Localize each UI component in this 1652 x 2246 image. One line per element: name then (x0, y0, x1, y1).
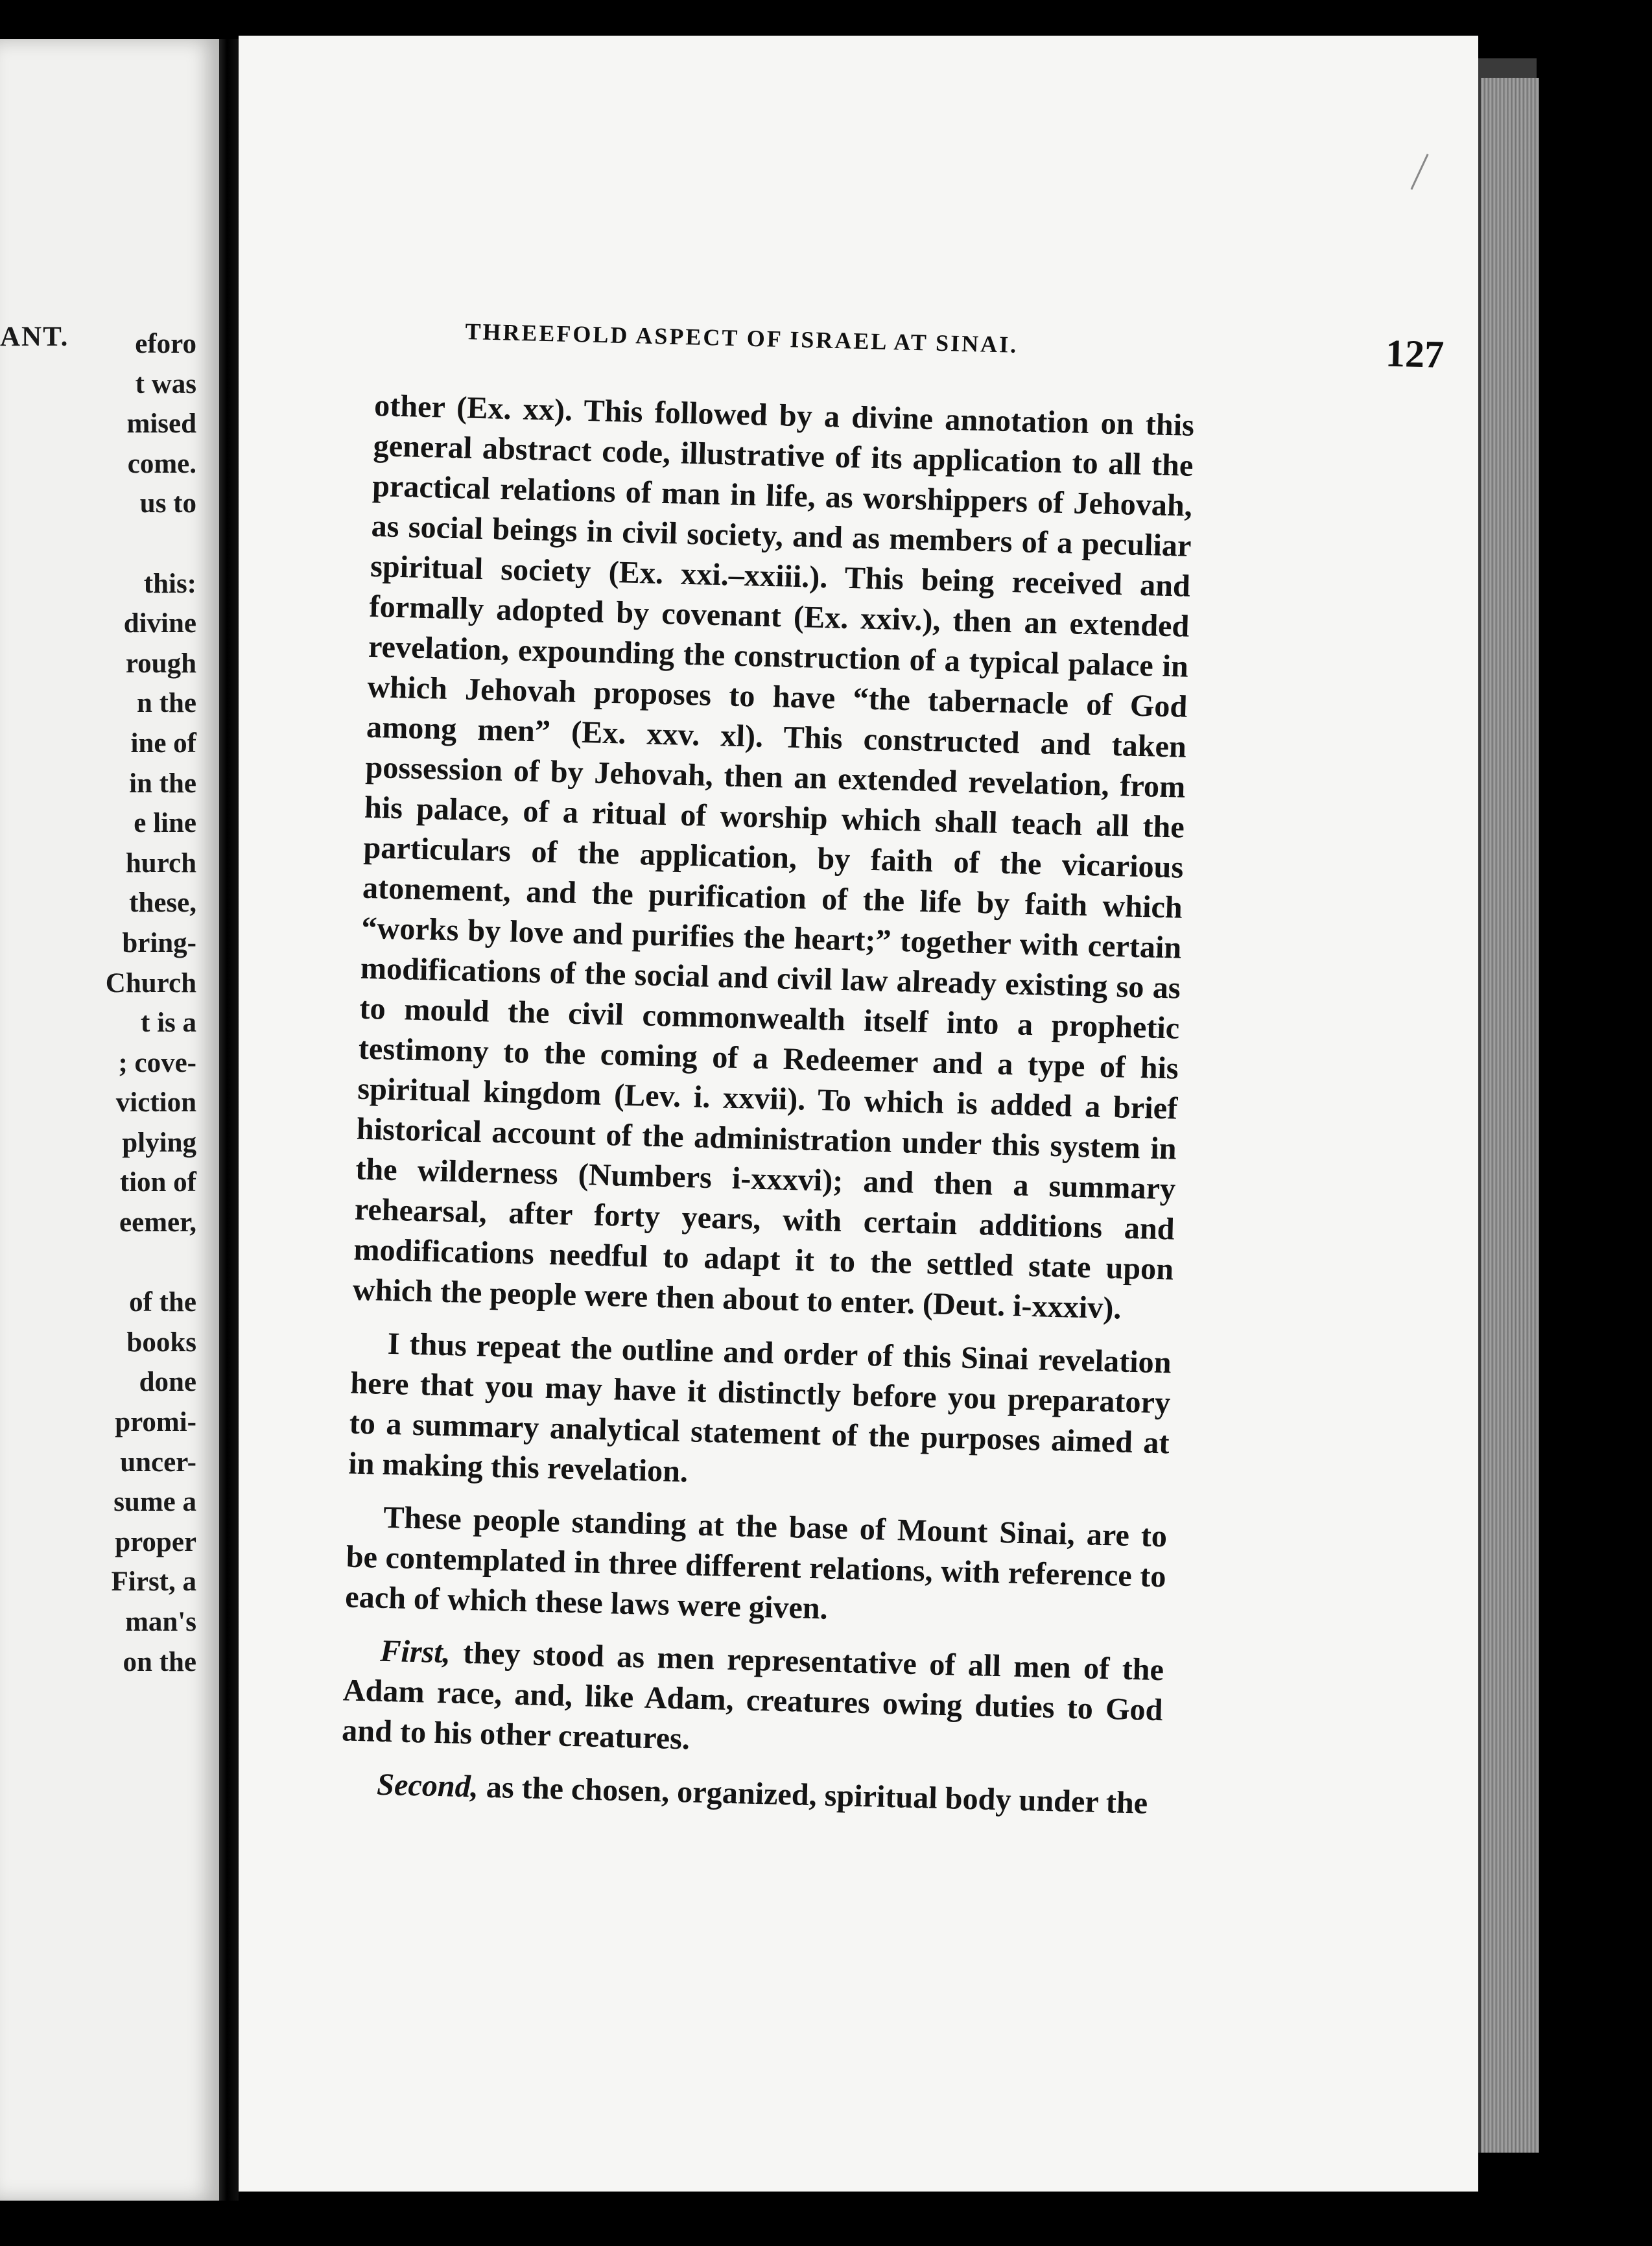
page-number: 127 (1385, 331, 1445, 376)
right-page (239, 36, 1478, 2192)
running-head (464, 318, 1445, 376)
left-page-header-fragment: ANT. (0, 322, 69, 352)
paragraph-1: other (Ex. xx). This followed by a divine annotation on this general abstract code, illustrative of its application to all the practical relations of man in life, as worshippers of Jehovah, as social beings in civil society, and as members of a peculiar spiritual society (Ex. xxi.–xxiii.). This being received and formally adopted by covenant (Ex. xxiv.), then an extended revelation, expounding the construction of a typical palace in which Jehovah proposes to have “the tabernacle of God among men” (Ex. xxv. xl). This constructed and taken possession of by Jehovah, then an extended revelation, from his palace, of a ritual of worship which shall teach all the particulars of the application, by faith of the vicarious atonement, and the purification of the life by faith which “works by love and purifies the heart;” together with certain modifications of the social and civil law already existing so as to mould the civil commonwealth itself into a prophetic testimony to the coming of a Redeemer and a type of his spiritual kingdom (Lev. i. xxvii). To which is added a brief historical account of the administration under this system in the wilderness (Numbers i-xxxvi); and then a summary rehearsal, after forty years, with certain additions and modifications needful to adapt it to the settled state upon which the people were then about to enter. (Deut. i-xxxiv). (352, 388, 1195, 1326)
page-block-edge (1478, 78, 1539, 2153)
left-page-line: bring- (122, 927, 196, 958)
paragraph-4-text: they stood as men representative of all men of the Adam race, and, like Adam, creatures owing duties to God and to his other creatures. (341, 1635, 1164, 1756)
left-page-line: on the (123, 1646, 196, 1677)
left-page-line: uncer- (120, 1447, 196, 1478)
left-page-line: hurch (125, 847, 196, 879)
left-page-line: done (139, 1367, 196, 1398)
left-page-line: First, a (111, 1566, 196, 1598)
left-page-line: this: (143, 568, 196, 599)
left-page-line: books (126, 1327, 196, 1358)
left-page-line (106, 1243, 196, 1283)
left-page-line: viction (115, 1087, 196, 1118)
left-page-line: these, (129, 888, 196, 919)
left-page-line: t was (135, 368, 196, 399)
left-page-line: ; cove- (118, 1047, 196, 1078)
left-page-line: t is a (141, 1008, 196, 1039)
left-page-line: rough (125, 648, 196, 679)
left-page-line: e line (134, 808, 196, 839)
left-page-line: man's (125, 1607, 196, 1637)
left-page-line: divine (123, 608, 196, 639)
left-page-line: come. (127, 448, 196, 479)
left-page-line: promi- (115, 1407, 196, 1438)
left-page-line: in the (129, 768, 196, 799)
left-page-line: sume a (113, 1487, 196, 1518)
paragraph-4 (342, 1630, 1164, 1771)
left-page-line: n the (137, 688, 196, 719)
left-page-line: tion of (119, 1167, 196, 1198)
left-page-line: eemer, (119, 1207, 196, 1238)
left-page-line: mised (126, 408, 196, 440)
left-page-line: proper (115, 1526, 196, 1557)
left-page-line: of the (129, 1287, 196, 1318)
paragraph-2: I thus repeat the outline and order of this Sinai revelation here that you may have it distinctly before you preparatory to a summary analytical statement of the purposes aimed at in making this revelation. (348, 1326, 1172, 1489)
left-page-line (106, 524, 196, 564)
running-head-title: THREEFOLD ASPECT OF ISRAEL AT SINAI. (464, 318, 1019, 358)
paragraph-3: These people standing at the base of Mount Sinai, are to be contemplated in three different relations, with reference to each of which these laws were given. (344, 1500, 1168, 1626)
book-gutter (219, 39, 239, 2201)
left-page-line: ine of (130, 727, 196, 759)
left-page (0, 39, 219, 2201)
paragraph-5 (340, 1764, 1161, 1824)
left-page-line: us to (139, 488, 196, 519)
left-page-line: Church (105, 967, 196, 999)
paragraph-5-text: as the chosen, organized, spiritual body under the (478, 1769, 1148, 1821)
left-page-line: eforo (135, 329, 196, 359)
left-page-text-column (106, 324, 196, 1682)
paragraph-5-lead: Second, (376, 1767, 479, 1804)
body-text (340, 386, 1195, 1824)
paragraph-4-lead: First, (379, 1633, 451, 1670)
left-page-line: plying (122, 1127, 196, 1158)
page-scratch-mark (1410, 154, 1428, 190)
